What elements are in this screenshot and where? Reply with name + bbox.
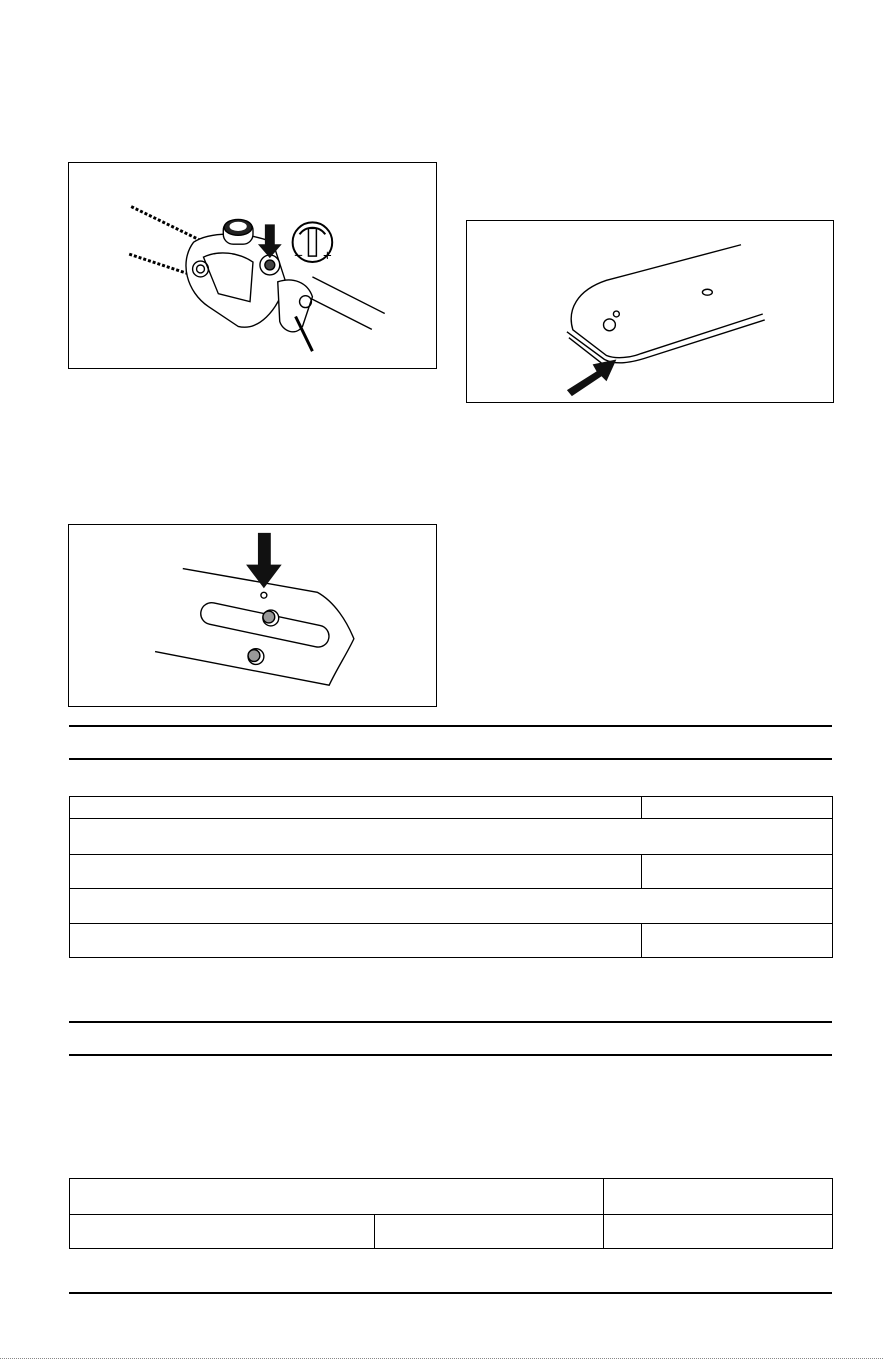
table-cell [70,797,642,819]
table-cell [70,924,642,958]
chain-tension-adjuster-illustration [69,163,436,368]
table-cell [604,1179,833,1215]
figure-guide-bar-oil-hole [68,524,437,707]
section-rule [69,725,832,727]
spec-table-1 [69,796,833,958]
table-row [70,819,833,855]
section-rule [69,1054,832,1056]
figure-guide-bar-groove [466,220,834,403]
svg-text:+: + [322,248,333,263]
table-cell [70,1179,604,1215]
table-cell [70,1215,375,1249]
table-cell [642,797,833,819]
guide-bar-groove-illustration [467,221,833,402]
table-cell [70,889,833,924]
table-cell [375,1215,604,1249]
guide-bar-oil-hole-illustration [69,525,436,706]
table-row [70,889,833,924]
section-rule [69,1292,832,1294]
table-cell [642,855,833,889]
section-rule [69,1021,832,1023]
section-rule [69,758,832,760]
table-cell [642,924,833,958]
table-cell [604,1215,833,1249]
table-cell [70,855,642,889]
table-row [70,1215,833,1249]
page-edge-dots [0,1358,883,1359]
figure-chain-tension-adjuster [68,162,437,369]
table-cell [70,819,833,855]
spec-table-2 [69,1178,833,1249]
table-row [70,797,833,819]
table-row [70,1179,833,1215]
svg-text:−: − [293,248,304,263]
tension-adjust-symbol-icon [293,222,333,262]
table-row [70,855,833,889]
table-row [70,924,833,958]
